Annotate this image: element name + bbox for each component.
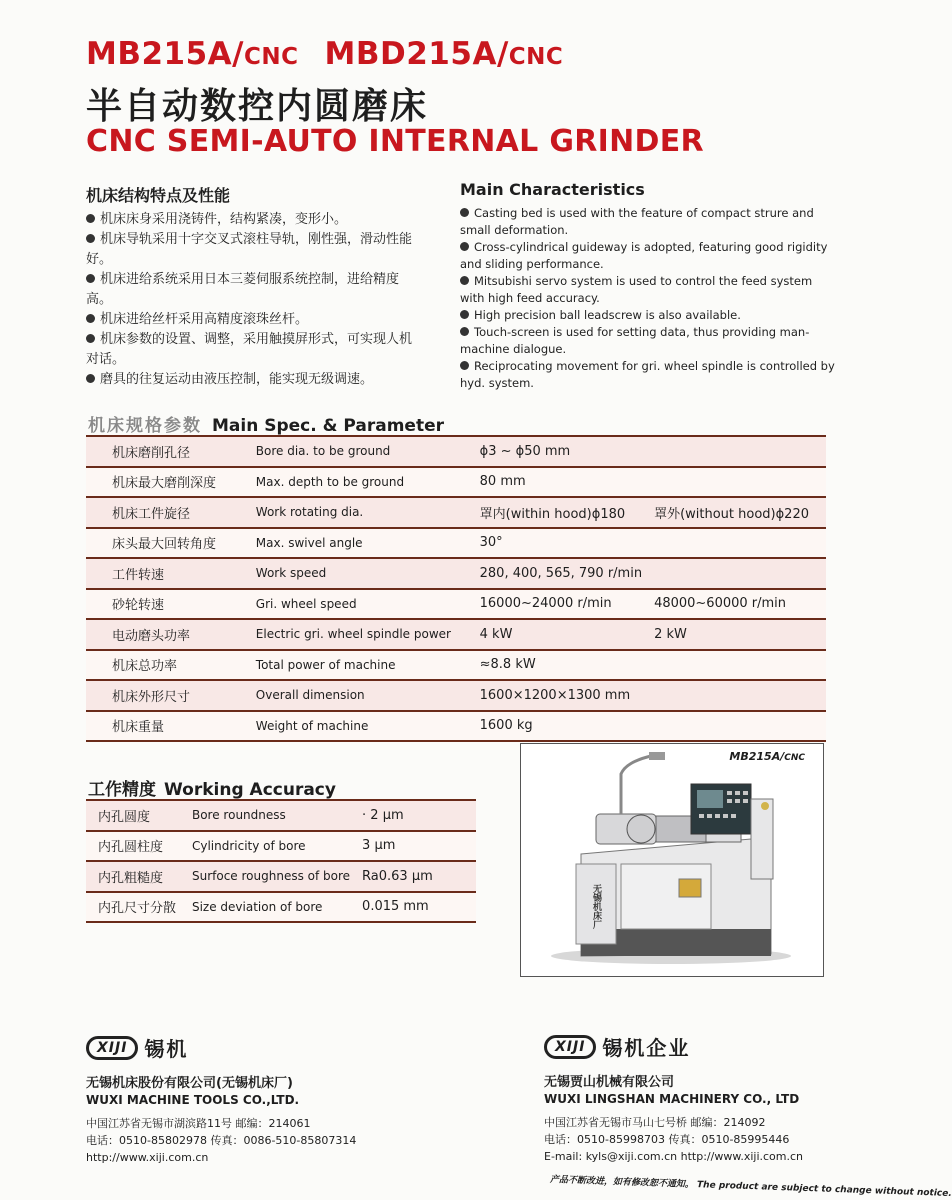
model-title [86, 36, 563, 72]
company-right [544, 1032, 803, 1165]
bullet-icon [86, 374, 95, 383]
spec-heading-cn: 机床规格参数 [88, 416, 202, 436]
company-left-web[interactable]: http://www.xiji.com.cn [86, 1151, 209, 1164]
features-cn-list [86, 210, 424, 390]
feature-cn-item: 磨具的往复运动由液压控制，能实现无级调速。 [86, 370, 424, 390]
feature-en-item: High precision ball leadscrew is also available. [460, 307, 838, 324]
company-right-name-en: WUXI LINGSHAN MACHINERY CO., LTD [544, 1092, 800, 1106]
feature-cn-item: 机床导轨采用十字交叉式滚柱导轨，刚性强，滑动性能好。 [86, 232, 413, 267]
company-left-name-cn: 无锡机床股份有限公司(无锡机床厂) [86, 1076, 293, 1091]
bullet-icon [86, 214, 95, 223]
xiji-logo-icon: XIJI [86, 1036, 138, 1060]
accuracy-heading [88, 775, 336, 800]
features-cn-heading: 机床结构特点及性能 [86, 186, 231, 205]
change-notice: 产品不断改进，如有修改恕不通知。 The product are subject to change without notice. [549, 1175, 952, 1200]
bullet-icon [460, 361, 469, 370]
accuracy-heading-en: Working Accuracy [164, 780, 336, 800]
company-right-name-cn: 无锡贾山机械有限公司 [544, 1075, 675, 1090]
features-en-heading: Main Characteristics [460, 180, 645, 199]
bullet-icon [86, 274, 95, 283]
model-b-suffix: CNC [508, 44, 564, 70]
machine-label-text: 无锡机床厂 [591, 884, 601, 929]
spec-heading [88, 411, 444, 436]
company-left-name-en: WUXI MACHINE TOOLS CO.,LTD. [86, 1093, 300, 1107]
bullet-icon [86, 234, 95, 243]
feature-en-item: Mitsubishi servo system is used to control the feed system with high feed accuracy. [460, 274, 813, 305]
company-left-address: 中国江苏省无锡市湖滨路11号 邮编：214061 [86, 1117, 311, 1130]
model-a-suffix: CNC [244, 44, 299, 70]
table-row: 内孔圆度 Bore roundness · 2 μm [86, 800, 476, 831]
feature-en-item: Touch-screen is used for setting data, thus providing man-machine dialogue. [460, 325, 810, 356]
accuracy-heading-cn: 工作精度 [88, 780, 156, 800]
feature-cn-item: 机床进给丝杆采用高精度滚珠丝杆。 [86, 310, 424, 330]
spec-heading-en: Main Spec. & Parameter [212, 416, 444, 436]
feature-cn-item: 机床参数的设置、调整，采用触摸屏形式，可实现人机对话。 [86, 332, 413, 367]
bullet-icon [460, 242, 469, 251]
bullet-icon [86, 314, 95, 323]
machine-photo [520, 743, 824, 977]
accuracy-table [86, 799, 476, 923]
feature-cn-item: 机床床身采用浇铸件，结构紧凑，变形小。 [86, 210, 424, 230]
feature-en-item: Cross-cylindrical guideway is adopted, featuring good rigidity and sliding performance. [460, 240, 828, 271]
company-logo-right: XIJI 锡机企业 [544, 1032, 690, 1061]
bullet-icon [460, 310, 469, 319]
bullet-icon [460, 276, 469, 285]
table-row: 机床最大磨削深度 Max. depth to be ground 80 mm [86, 467, 826, 498]
title-english: CNC SEMI-AUTO INTERNAL GRINDER [86, 124, 704, 159]
table-row: 内孔尺寸分散 Size deviation of bore 0.015 mm [86, 892, 476, 923]
table-row: 机床磨削孔径 Bore dia. to be ground ϕ3 ~ ϕ50 mm [86, 436, 826, 467]
company-right-phone: 电话：0510-85998703 传真：0510-85995446 [544, 1133, 790, 1146]
features-en-list [460, 205, 838, 392]
company-left [86, 1033, 356, 1166]
table-row: 内孔粗糙度 Surfoce roughness of bore Ra0.63 μm [86, 861, 476, 892]
model-b: MBD215A/ [324, 36, 509, 72]
table-row: 机床工件旋径 Work rotating dia. 罩内(within hood)ϕ180 罩外(without hood)ϕ220 [86, 497, 826, 528]
feature-en-item: Reciprocating movement for gri. wheel spindle is controlled by hyd. system. [460, 359, 835, 390]
table-row: 机床总功率 Total power of machine ≈8.8 kW [86, 650, 826, 681]
title-chinese: 半自动数控内圆磨床 [86, 86, 429, 127]
bullet-icon [460, 327, 469, 336]
table-row: 机床外形尺寸 Overall dimension 1600×1200×1300 mm [86, 680, 826, 711]
model-a: MB215A/ [86, 36, 245, 72]
bullet-icon [86, 334, 95, 343]
xiji-logo-icon: XIJI [544, 1035, 596, 1059]
spec-table [86, 435, 826, 742]
table-row: 内孔圆柱度 Cylindricity of bore 3 μm [86, 831, 476, 862]
table-row: 工件转速 Work speed 280, 400, 565, 790 r/min [86, 558, 826, 589]
company-left-phone: 电话：0510-85802978 传真：0086-510-85807314 [86, 1134, 357, 1147]
feature-en-item: Casting bed is used with the feature of compact strure and small deformation. [460, 206, 814, 237]
machine-illustration [521, 744, 823, 976]
photo-label: MB215A/CNC [729, 750, 805, 763]
company-logo-left: XIJI 锡机 [86, 1033, 188, 1062]
table-row: 床头最大回转角度 Max. swivel angle 30° [86, 528, 826, 559]
table-row: 电动磨头功率 Electric gri. wheel spindle power 4 kW 2 kW [86, 619, 826, 650]
table-row: 机床重量 Weight of machine 1600 kg [86, 711, 826, 742]
bullet-icon [460, 208, 469, 217]
table-row: 砂轮转速 Gri. wheel speed 16000~24000 r/min 48000~60000 r/min [86, 589, 826, 620]
feature-cn-item: 机床进给系统采用日本三菱伺服系统控制，进给精度高。 [86, 272, 400, 307]
company-right-address: 中国江苏省无锡市马山七号桥 邮编：214092 [544, 1116, 766, 1129]
company-right-web[interactable]: E-mail: kyls@xiji.com.cn http://www.xiji.com.cn [544, 1150, 804, 1163]
